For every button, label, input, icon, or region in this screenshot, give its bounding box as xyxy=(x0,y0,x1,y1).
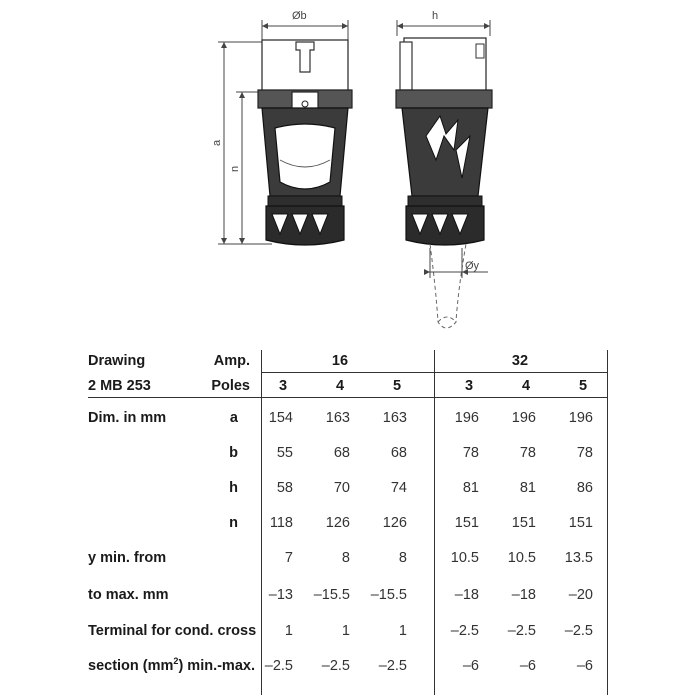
side-view xyxy=(396,20,492,328)
row-label: y min. from xyxy=(88,550,167,566)
table-cell: 126 xyxy=(325,515,350,531)
drawing-label: Drawing xyxy=(88,353,146,369)
table-cell: 58 xyxy=(276,480,293,496)
row-dimension-symbol: a xyxy=(229,410,238,426)
table-cell: –2.5 xyxy=(321,658,350,674)
amp-underline-right xyxy=(434,372,607,373)
table-cell: –2.5 xyxy=(378,658,407,674)
dim-y-label: Øy xyxy=(465,260,480,272)
dim-h-label: h xyxy=(432,10,439,22)
dim-n-label: n xyxy=(229,165,241,172)
poles-label: Poles xyxy=(211,378,250,394)
poles-cell: 5 xyxy=(578,378,588,394)
table-cell: 1 xyxy=(284,623,293,639)
table-cell: 78 xyxy=(462,445,479,461)
row-label: section $(mm^2)$ min.-max. xyxy=(88,656,255,674)
table-cell: 81 xyxy=(519,480,536,496)
table-cell: 8 xyxy=(398,550,407,566)
table-cell: 1 xyxy=(341,623,350,639)
row-label: Terminal for cond. cross xyxy=(88,623,257,639)
table-cell: 10.5 xyxy=(450,550,479,566)
table-cell: 8 xyxy=(341,550,350,566)
table-cell: 70 xyxy=(333,480,350,496)
amp-group-32: 32 xyxy=(511,353,529,369)
table-cell: –6 xyxy=(576,658,593,674)
table-cell: –20 xyxy=(568,587,593,603)
table-cell: 74 xyxy=(390,480,407,496)
table-cell: 13.5 xyxy=(564,550,593,566)
table-cell: 55 xyxy=(276,445,293,461)
table-cell: –6 xyxy=(519,658,536,674)
poles-cell: 5 xyxy=(392,378,402,394)
table-cell: –2.5 xyxy=(507,623,536,639)
table-cell: –15.5 xyxy=(313,587,350,603)
header-bottom-rule xyxy=(88,397,607,398)
drawing-code: 2 MB 253 xyxy=(88,378,151,394)
row-dimension-symbol: n xyxy=(229,515,238,531)
table-cell: 196 xyxy=(454,410,479,426)
front-view xyxy=(218,20,352,245)
table-cell: 196 xyxy=(568,410,593,426)
amp-label: Amp. xyxy=(213,353,250,369)
table-cell: 81 xyxy=(462,480,479,496)
table-cell: 7 xyxy=(284,550,293,566)
table-cell: 78 xyxy=(519,445,536,461)
table-cell: –2.5 xyxy=(564,623,593,639)
table-cell: 163 xyxy=(325,410,350,426)
table-cell: 86 xyxy=(576,480,593,496)
table-cell: –18 xyxy=(511,587,536,603)
table-cell: 126 xyxy=(382,515,407,531)
table-cell: 118 xyxy=(269,515,293,531)
table-cell: –18 xyxy=(454,587,479,603)
table-cell: 154 xyxy=(268,410,293,426)
table-cell: 68 xyxy=(390,445,407,461)
table-cell: –2.5 xyxy=(450,623,479,639)
column-divider-right xyxy=(607,350,608,695)
dim-a-label: a xyxy=(211,139,223,146)
row-dimension-symbol: b xyxy=(229,445,238,461)
table-cell: 1 xyxy=(398,623,407,639)
table-cell: 151 xyxy=(454,515,479,531)
table-cell: 196 xyxy=(511,410,536,426)
table-cell: 10.5 xyxy=(507,550,536,566)
table-cell: 151 xyxy=(511,515,536,531)
table-cell: –6 xyxy=(462,658,479,674)
poles-cell: 3 xyxy=(464,378,474,394)
dim-b-label: Øb xyxy=(292,10,307,22)
table-cell: –2.5 xyxy=(264,658,293,674)
table-cell: 68 xyxy=(333,445,350,461)
row-dimension-symbol: h xyxy=(229,480,238,496)
table-cell: 78 xyxy=(576,445,593,461)
poles-cell: 3 xyxy=(278,378,288,394)
amp-group-16: 16 xyxy=(331,353,349,369)
table-cell: 151 xyxy=(568,515,593,531)
row-label: to max. mm xyxy=(88,587,169,603)
table-cell: 163 xyxy=(382,410,407,426)
amp-underline-left xyxy=(261,372,434,373)
table-cell: –13 xyxy=(268,587,293,603)
poles-cell: 4 xyxy=(335,378,345,394)
plug-technical-drawing xyxy=(0,0,700,345)
table-cell: –15.5 xyxy=(370,587,407,603)
row-label: Dim. in mm xyxy=(88,410,167,426)
poles-cell: 4 xyxy=(521,378,531,394)
